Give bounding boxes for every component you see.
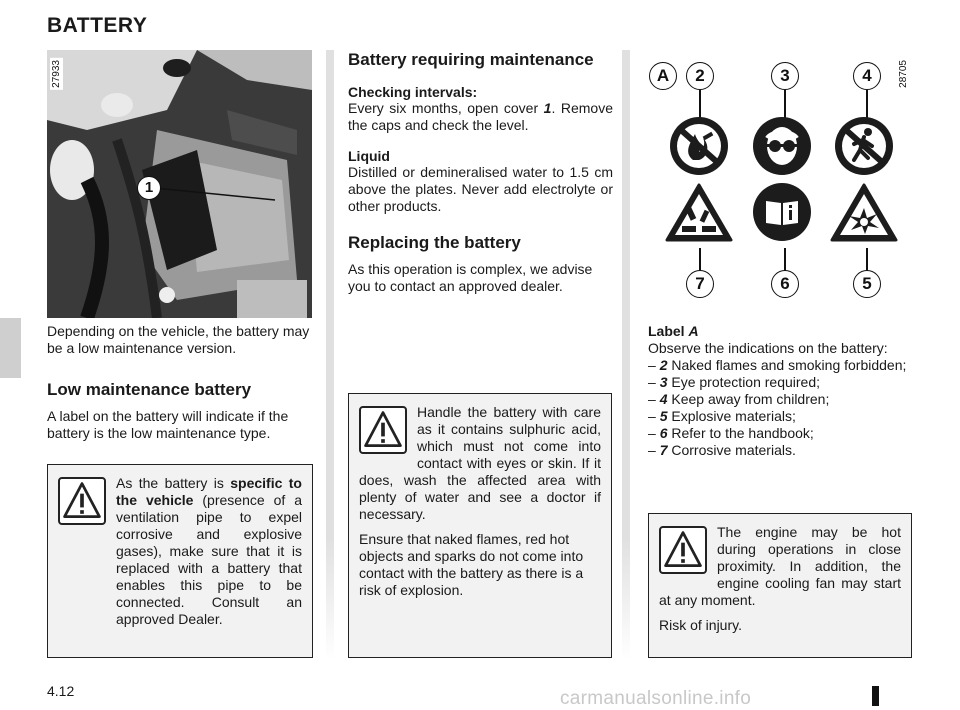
no-flames-icon	[669, 116, 729, 176]
figure-reference-number: 28705	[898, 60, 909, 88]
battery-photo	[47, 50, 312, 318]
list-item: – 6 Refer to the handbook;	[648, 425, 814, 441]
intro-text: Depending on the vehicle, the battery may be a low maintenance version.	[47, 323, 310, 356]
leader-line	[784, 90, 786, 118]
watermark: carmanualsonline.info	[560, 688, 752, 709]
flame-warning-text: Ensure that naked flames, red hot objects and sparks do not come into contact with the battery as there is a risk of explosion.	[359, 531, 584, 598]
handbook-icon	[752, 182, 812, 242]
label-a-section	[648, 323, 914, 459]
badge-4: 4	[853, 62, 881, 90]
column-divider	[622, 50, 630, 660]
column-divider	[326, 50, 334, 660]
page-title: BATTERY	[47, 14, 148, 37]
warning-icon	[58, 477, 106, 525]
page-corner-mark	[872, 686, 879, 706]
badge-6: 6	[771, 270, 799, 298]
warning-text: As the battery is specific to the vehicle (presence of a ventilation pipe to expel corrosive and explosive gases), make sure that it is replaced with a battery that enables this pipe to be connected. Consult an approved Dealer.	[116, 475, 302, 627]
low-maintenance-text: A label on the battery will indicate if the battery is the low maintenance type.	[47, 408, 289, 441]
list-item: – 3 Eye protection required;	[648, 374, 821, 390]
photo-reference-number: 27933	[51, 60, 62, 88]
leader-line	[866, 90, 868, 118]
injury-risk-text: Risk of injury.	[659, 617, 742, 633]
liquid-text: Distilled or demineralised water to 1.5 cm above the plates. Never add electrolyte or other products.	[348, 164, 613, 214]
pictogram-legend-list	[648, 357, 914, 459]
badge-a: A	[649, 62, 677, 90]
explosive-icon	[829, 182, 899, 244]
leader-line	[699, 90, 701, 118]
badge-3: 3	[771, 62, 799, 90]
maintenance-heading: Battery requiring maintenance	[348, 50, 594, 69]
keep-away-children-icon	[834, 116, 894, 176]
list-item: – 5 Explosive materials;	[648, 408, 796, 424]
badge-5: 5	[853, 270, 881, 298]
replacing-text: As this operation is complex, we advise you to contact an approved dealer.	[348, 261, 593, 294]
badge-7: 7	[686, 270, 714, 298]
liquid-label: Liquid	[348, 148, 390, 164]
warning-icon	[659, 526, 707, 574]
section-tab	[0, 318, 21, 378]
warning-box-engine	[648, 513, 912, 658]
page-number: 4.12	[47, 683, 75, 699]
middle-column	[348, 50, 613, 295]
engine-bay-illustration	[47, 50, 312, 318]
label-a-intro: Observe the indications on the battery:	[648, 340, 888, 356]
list-item: – 2 Naked flames and smoking forbidden;	[648, 357, 907, 373]
warning-box-vehicle	[47, 464, 313, 658]
eye-protection-icon	[752, 116, 812, 176]
leader-line	[866, 248, 868, 272]
replacing-heading: Replacing the battery	[348, 233, 521, 252]
label-a-heading: Label A	[648, 323, 699, 339]
list-item: – 4 Keep away from children;	[648, 391, 830, 407]
list-item: – 7 Corrosive materials.	[648, 442, 796, 458]
checking-intervals-text: Every six months, open cover 1. Remove the caps and check the level.	[348, 100, 613, 133]
leader-line	[699, 248, 701, 272]
warning-box-acid	[348, 393, 612, 658]
corrosive-icon	[664, 182, 734, 244]
badge-2: 2	[686, 62, 714, 90]
warning-icon	[359, 406, 407, 454]
callout-1: 1	[137, 176, 161, 200]
leader-line	[784, 248, 786, 272]
acid-warning-text: Handle the battery with care as it contains sulphuric acid, which must not come into contact with eyes or skin. If it does, wash the affected area with plenty of water and see a doctor if necessary.	[359, 404, 601, 522]
engine-hot-warning-text: The engine may be hot during operations in close proximity. In addition, the engine cooling fan may start at any moment.	[659, 524, 901, 608]
checking-intervals-label: Checking intervals:	[348, 84, 478, 100]
low-maintenance-heading: Low maintenance battery	[47, 380, 252, 399]
